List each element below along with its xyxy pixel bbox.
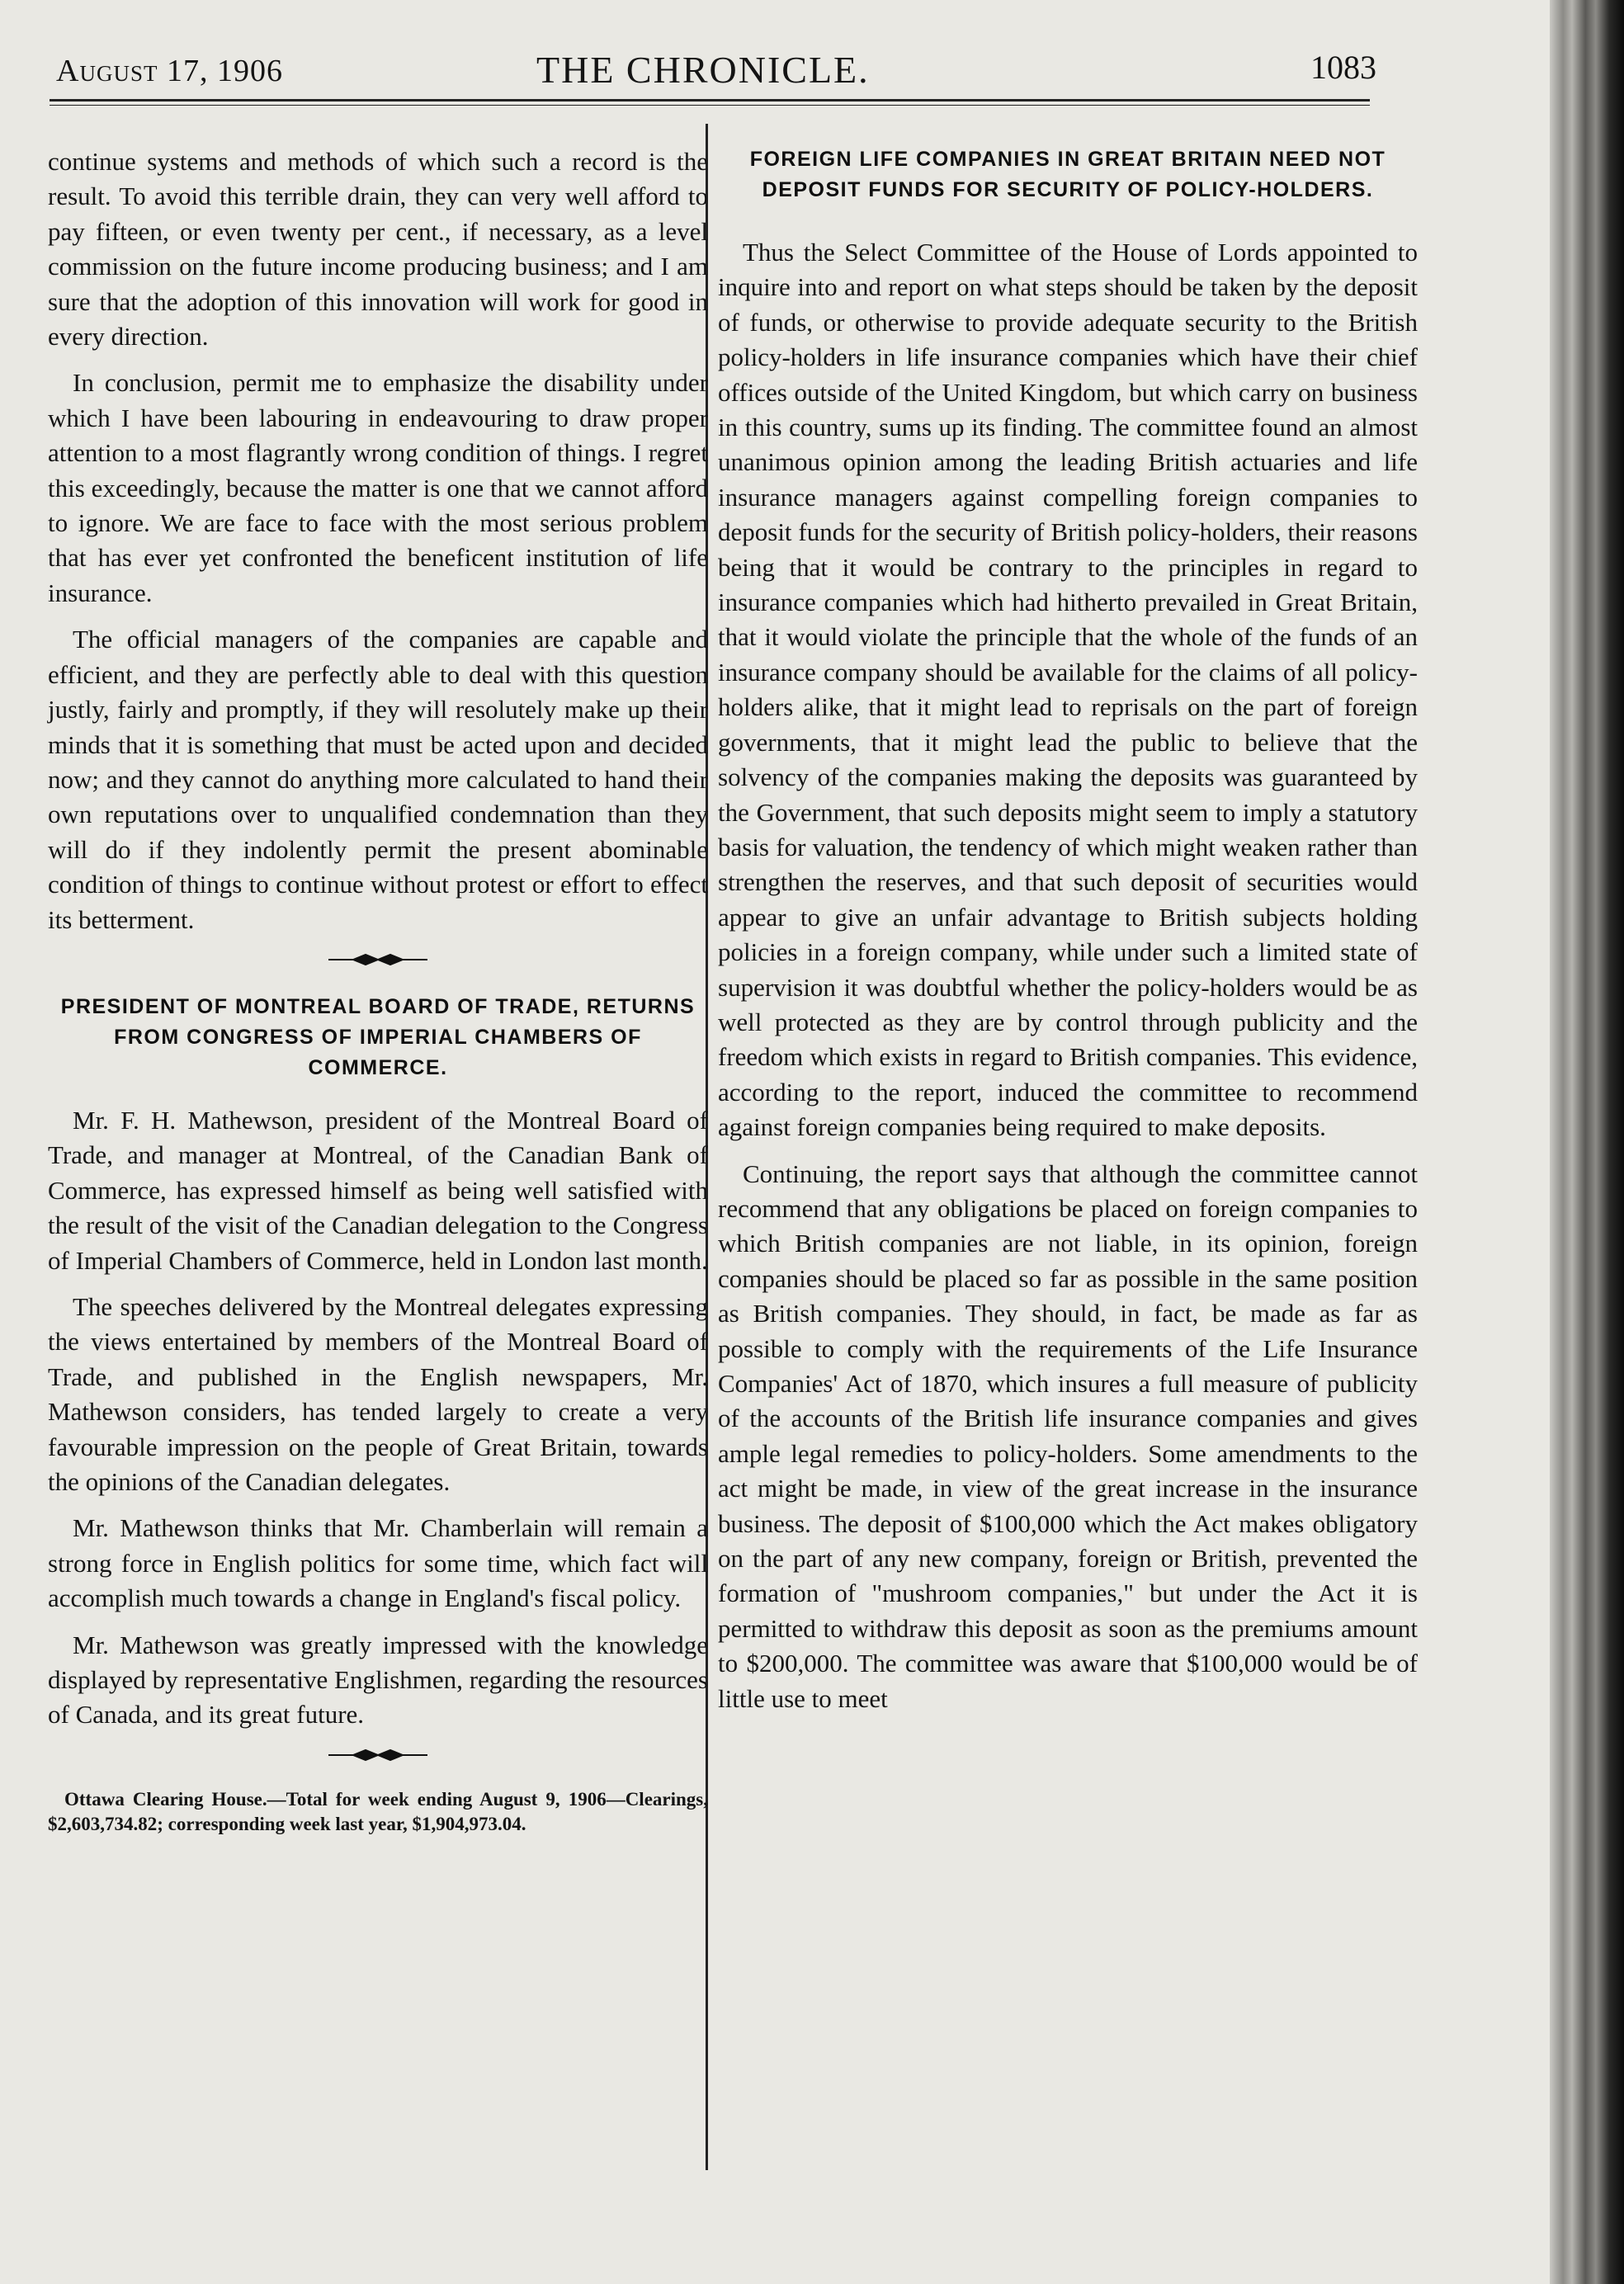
- article-paragraph: Mr. Mathewson thinks that Mr. Chamberlain will remain a strong force in English politics for some time, which fact will accomplish much towards a change in England's fiscal policy.: [48, 1513, 708, 1613]
- left-column: [48, 144, 708, 1837]
- article-paragraph: Continuing, the report says that although the committee cannot recommend that any obligations be placed on foreign companies to which British companies are not liable, in its opinion, foreign companies should be placed so far as possible in the same position as British companies. They should, in fact, be made as far as possible to comply with the requirements of the Life Insurance Companies' Act of 1870, which insures a full measure of publicity of the accounts of the British life insurance companies and gives ample legal remedies to policy-holders. Some amendments to the act might be made, in view of the great increase in the insurance business. The deposit of $100,000 which the Act makes obligatory on the part of any new company, foreign or British, prevented the formation of "mushroom companies," but under the Act it is permitted to withdraw this deposit as soon as the premiums amount to $200,000. The committee was aware that $100,000 would be of little use to meet: [718, 1159, 1418, 1713]
- conclusion-paragraph: In conclusion, permit me to emphasize the disability under which I have been labouring in endeavouring to draw proper attention to a most flagrantly wrong condition of things. I regret this exceedingly, because the matter is one that we cannot afford to ignore. We are face to face with the most serious problem that has ever yet confronted the beneficent institution of life insurance.: [48, 368, 708, 607]
- page-number: 1083: [1310, 49, 1376, 86]
- ornament-divider-icon: [328, 1748, 427, 1763]
- binding-edge: [1550, 0, 1624, 2284]
- right-column: [718, 144, 1418, 1716]
- ornament-divider-icon: [328, 952, 427, 967]
- header-rule-top: [50, 99, 1370, 101]
- page-header: [0, 48, 1550, 97]
- header-rule-bottom: [50, 105, 1370, 106]
- article-paragraph: Mr. Mathewson was greatly impressed with the knowledge displayed by representative Englishmen, regarding the resources of Canada, and its great future.: [48, 1630, 708, 1730]
- clearing-house-note: Ottawa Clearing House.—Total for week ending August 9, 1906—Clearings, $2,603,734.82; corresponding week last year, $1,904,973.04.: [48, 1788, 708, 1834]
- continued-paragraph: continue systems and methods of which such a record is the result. To avoid this terrible drain, they can very well afford to pay fifteen, or even twenty per cent., if necessary, as a level commission on the future income producing business; and I am sure that the adoption of this innovation will work for good in every direction.: [48, 147, 708, 352]
- issue-date: August 17, 1906: [56, 54, 283, 88]
- article-paragraph: Thus the Select Committee of the House of Lords appointed to inquire into and report on what steps should be taken by the deposit of funds, or otherwise to provide adequate security to the British policy-holders in life insurance companies which have their chief offices outside of the United Kingdom, but which carry on business in this country, sums up its finding. The committee found an almost unanimous opinion among the leading British actuaries and life insurance managers against compelling foreign companies to deposit funds for the security of British policy-holders, their reasons being that it would be contrary to the principles in regard to insurance companies which had hitherto prevailed in Great Britain, that it would violate the principle that the whole of the funds of an insurance company should be available for the claims of all policy-holders alike, that it might lead to reprisals on the part of foreign governments, that it might lead the public to believe that the solvency of the companies making the deposits was guaranteed by the Government, that such deposits might seem to imply a statutory basis for valuation, the tendency of which might weaken rather than strengthen the reserves, and that such deposit of securities would appear to give an unfair advantage to British subjects holding policies in a foreign company, while under such a limited state of supervision it was doubtful whether the policy-holders would be as well protected as they are by control through publicity and the freedom which exists in regard to British companies. This evidence, according to the report, induced the committee to recommend against foreign companies being required to make deposits.: [718, 238, 1418, 1142]
- masthead-title: THE CHRONICLE.: [536, 49, 870, 91]
- article-headline-foreign-life: FOREIGN LIFE COMPANIES IN GREAT BRITAIN NEED NOT DEPOSIT FUNDS FOR SECURITY OF POLICY-HOLDERS.: [749, 148, 1386, 201]
- article-headline-montreal: PRESIDENT OF MONTREAL BOARD OF TRADE, RETURNS FROM CONGRESS OF IMPERIAL CHAMBERS OF COMMERCE.: [60, 994, 696, 1079]
- managers-paragraph: The official managers of the companies are capable and efficient, and they are perfectly able to deal with this question justly, fairly and promptly, if they will resolutely make up their minds that it is something that must be acted upon and decided now; and they cannot do anything more calculated to hand their own reputations over to unqualified condemnation than they will do if they indolently permit the present abominable condition of things to continue without protest or effort to effect its betterment.: [48, 625, 708, 934]
- article-paragraph: The speeches delivered by the Montreal delegates expressing the views entertained by members of the Montreal Board of Trade, and published in the English newspapers, Mr. Mathewson considers, has tended largely to create a very favourable impression on the people of Great Britain, towards the opinions of the Canadian delegates.: [48, 1291, 708, 1496]
- article-paragraph: Mr. F. H. Mathewson, president of the Montreal Board of Trade, and manager at Montreal, of the Canadian Bank of Commerce, has expressed himself as being well satisfied with the result of the visit of the Canadian delegation to the Congress of Imperial Chambers of Commerce, held in London last month.: [48, 1105, 708, 1275]
